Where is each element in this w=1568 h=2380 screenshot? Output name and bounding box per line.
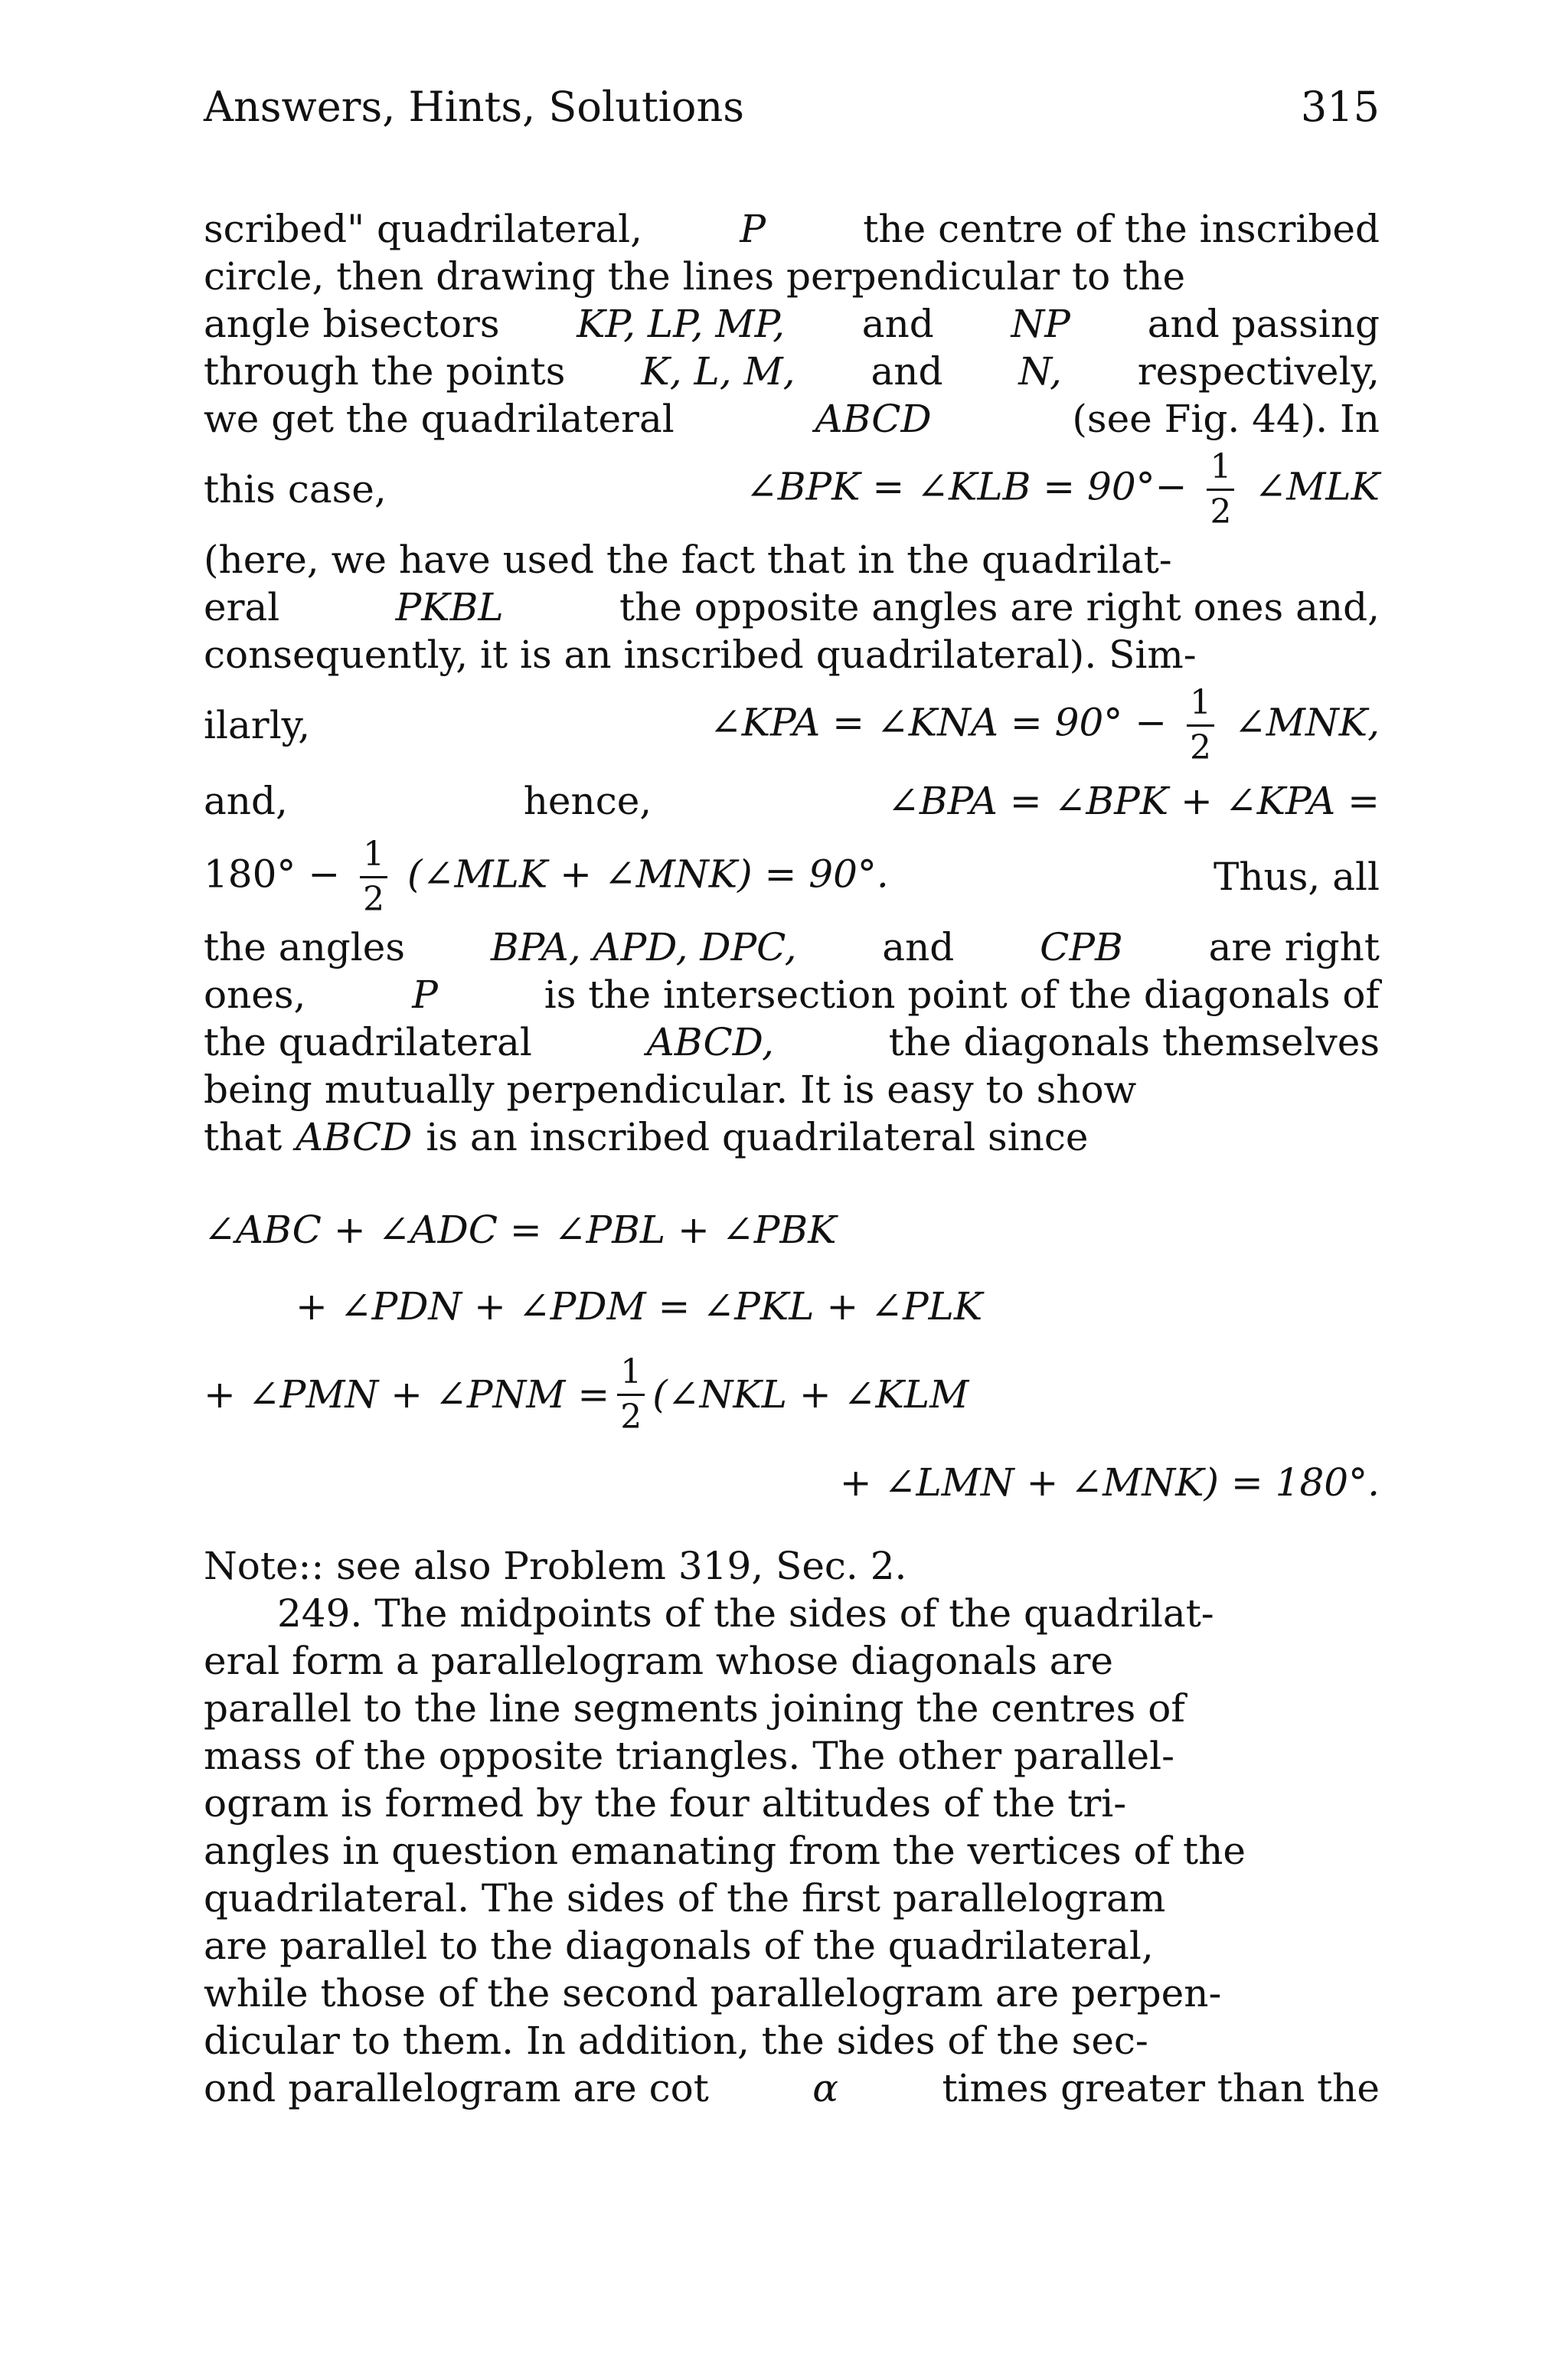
math-lead-text: ilarly, — [204, 703, 311, 747]
text-line: the angles BPA, APD, DPC, and CPB are right — [204, 925, 1380, 969]
fraction-numerator: 1 — [1187, 686, 1214, 727]
math-expression: ∠BPK = ∠KLB = 90°− — [745, 464, 1187, 508]
fraction — [360, 834, 387, 919]
text-line: ond parallelogram are cot α times greater than the — [204, 2066, 1380, 2110]
math-line — [204, 678, 1380, 772]
text-line: angles in question emanating from the vertices of the — [204, 1829, 1246, 1873]
text-line: the quadrilateral ABCD, the diagonals themselves — [204, 1020, 1380, 1064]
text-line: 249. The midpoints of the sides of the quadrilat- — [277, 1591, 1214, 1636]
page-number: 315 — [1300, 82, 1380, 131]
math-expression: (∠NKL + ∠KLM — [652, 1372, 969, 1417]
running-header-title: Answers, Hints, Solutions — [204, 82, 744, 131]
math-expression: ∠MNK, — [1233, 700, 1380, 744]
math-line — [204, 1192, 1380, 1268]
text-line: quadrilateral. The sides of the first parallelogram — [204, 1876, 1166, 1921]
text-line: (here, we have used the fact that in the quadrilat- — [204, 538, 1172, 582]
text-line: scribed" quadrilateral, P the centre of the inscribed — [204, 207, 1380, 251]
math-expression: + ∠PMN + ∠PNM = — [204, 1372, 610, 1417]
fraction — [1207, 446, 1234, 531]
text-line: consequently, it is an inscribed quadrilateral). Sim- — [204, 633, 1197, 677]
math-expression: ∠MLK — [1254, 464, 1380, 508]
fraction-denominator: 2 — [1190, 727, 1211, 767]
text-line: being mutually perpendicular. It is easy to show — [204, 1067, 1137, 1112]
math-expression: ∠BPA = ∠BPK + ∠KPA = — [887, 779, 1380, 823]
math-line: and, hence, ∠BPA = ∠BPK + ∠KPA = — [204, 772, 1380, 830]
text-line: dicular to them. In addition, the sides of the sec- — [204, 2019, 1148, 2063]
page-body — [204, 205, 1380, 2112]
text-line: eral form a parallelogram whose diagonals are — [204, 1639, 1113, 1683]
fraction-numerator: 1 — [617, 1355, 645, 1396]
math-expression: + ∠LMN + ∠MNK) = 180°. — [839, 1460, 1380, 1505]
text-line: ones, P is the intersection point of the diagonals of — [204, 973, 1380, 1017]
text-line: while those of the second parallelogram are perpen- — [204, 1971, 1222, 2015]
fraction-numerator: 1 — [1207, 450, 1234, 491]
text-line: eral PKBL the opposite angles are right ones and, — [204, 585, 1380, 629]
fraction-denominator: 2 — [363, 879, 385, 919]
math-expression: + ∠PDN + ∠PDM = ∠PKL + ∠PLK — [296, 1284, 983, 1329]
math-expression: (∠MLK + ∠MNK) = 90°. — [407, 852, 889, 896]
math-line — [204, 1345, 1380, 1444]
text-line: circle, then drawing the lines perpendicular to the — [204, 254, 1186, 299]
text-line: ogram is formed by the four altitudes of the tri- — [204, 1781, 1127, 1826]
text-line: mass of the opposite triangles. The other parallel- — [204, 1734, 1174, 1778]
math-lead-text: this case, — [204, 467, 387, 512]
text-line: parallel to the line segments joining the centres of — [204, 1686, 1185, 1731]
math-line: 180° − $\frac{1}{2}$ (∠MLK + ∠MNK) = 90°. Thus, all — [204, 834, 1380, 919]
math-expression: 180° − — [204, 852, 341, 896]
fraction-numerator: 1 — [360, 838, 387, 878]
text-line: we get the quadrilateral ABCD (see Fig. 44). In — [204, 397, 1380, 441]
math-line — [204, 1268, 1380, 1345]
fraction-denominator: 2 — [1210, 492, 1232, 531]
text-line: are parallel to the diagonals of the quadrilateral, — [204, 1924, 1154, 1968]
fraction-denominator: 2 — [620, 1397, 642, 1437]
fraction — [617, 1352, 645, 1437]
text-line: through the points K, L, M, and N, respectively, — [204, 349, 1380, 394]
math-line — [204, 1444, 1380, 1521]
fraction — [1187, 682, 1214, 767]
text-line: that ABCD is an inscribed quadrilateral since — [204, 1115, 1089, 1159]
math-expression: ∠ABC + ∠ADC = ∠PBL + ∠PBK — [204, 1208, 837, 1252]
running-header — [204, 80, 1380, 133]
text-line: angle bisectors KP, LP, MP, and NP and passing — [204, 302, 1380, 346]
math-line — [204, 443, 1380, 536]
note-line: Note:: see also Problem 319, Sec. 2. — [204, 1544, 907, 1588]
math-expression: ∠KPA = ∠KNA = 90° − — [709, 700, 1168, 744]
